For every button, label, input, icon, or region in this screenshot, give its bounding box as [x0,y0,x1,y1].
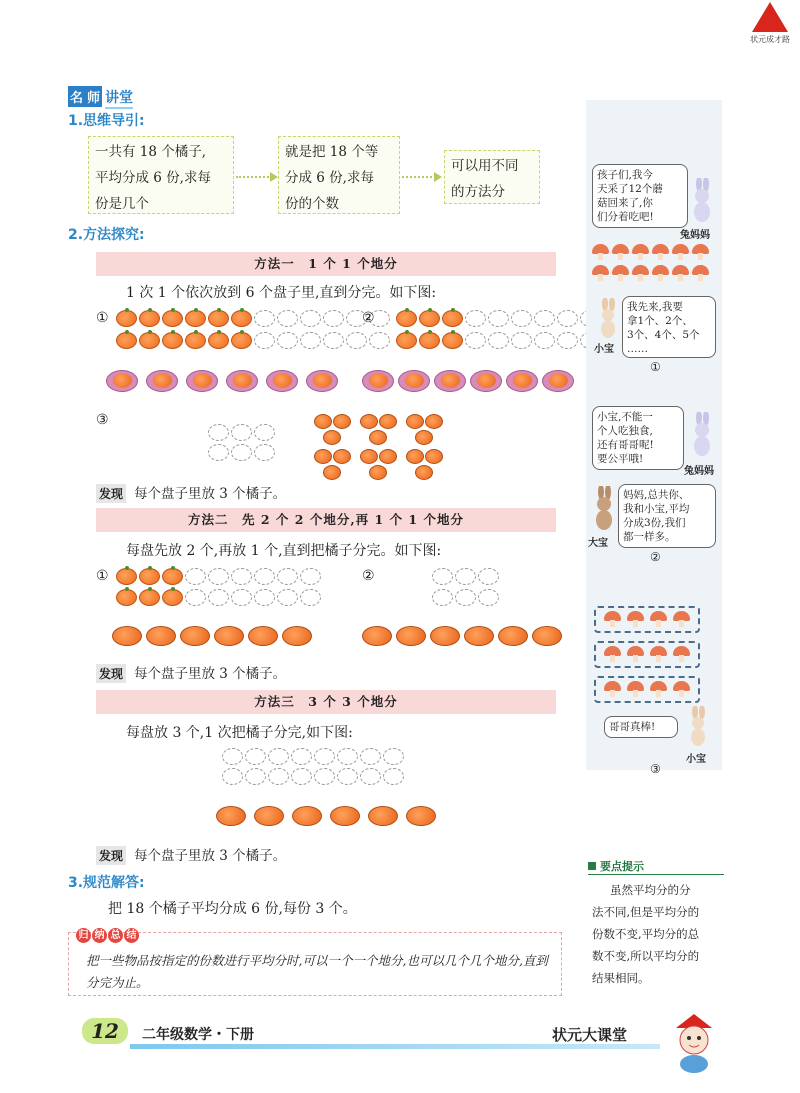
bubble-line: 还有哥哥呢! [597,439,654,451]
guide-box-2-line: 就是把 18 个等 [285,144,379,160]
header-part1: 名 [68,86,85,107]
section-method-title: 2.方法探究: [68,227,145,243]
caption-dabao: 大宝 [588,538,608,549]
bubble-line: 3个、4个、5个 [627,329,700,341]
method1-label-2: ② [362,310,375,326]
bubble-line: 孩子们,我今 [597,169,653,181]
rabbit-xiaobao-icon [596,298,620,342]
tips-line: 法不同,但是平均分的 [592,905,700,919]
side-num-1: ① [650,360,661,374]
guide-box-2 [278,136,400,214]
method1-title: 方法一 1 个 1 个地分 [96,252,556,276]
section-header [68,86,133,106]
publisher-logo [742,2,798,48]
guide-box-1-line: 一共有 18 个橘子, [95,144,207,160]
finding-tag: 发现 [96,846,126,865]
guide-box-3-line: 可以用不同 [451,158,519,174]
finding-text: 每个盘子里放 3 个橘子。 [134,486,287,502]
caption-xiaobao-1: 小宝 [594,344,614,355]
method2-label-2: ② [362,568,375,584]
guide-box-1 [88,136,234,214]
bubble-line: 分成3份,我们 [623,517,686,529]
tips-line: 份数不变,平均分的总 [592,927,700,941]
caption-mom-1: 兔妈妈 [680,230,710,241]
guide-box-1-line: 份是几个 [95,196,149,212]
method2-fig2-empty [432,568,499,606]
bubble-line: 们分着吃吧! [597,211,654,223]
method1-desc: 1 次 1 个依次放到 6 个盘子里,直到分完。如下图: [126,285,437,301]
method1-fig3-groups [314,414,446,480]
bubble-line: 要公平哦! [597,453,644,465]
finding-tag: 发现 [96,484,126,503]
rabbit-mom-icon [690,178,714,226]
bubble-xiaobao-1 [622,296,716,358]
bubble-line: 天采了12个蘑 [597,183,663,195]
method1-label-3: ③ [96,412,109,428]
tips-line: 虽然平均分的分 [610,883,691,897]
method2-label-1: ① [96,568,109,584]
side-num-3: ③ [650,762,661,776]
method1-label-1: ① [96,310,109,326]
method2-fig1-oranges [116,568,321,606]
guide-box-3-line: 的方法分 [451,184,505,200]
method1-fig2-oranges [396,310,601,349]
bubble-line: 都一样多。 [623,531,676,543]
key-tips [588,858,724,993]
summary-tag-char: 总 [108,928,123,943]
caption-mom-2: 兔妈妈 [684,466,714,477]
method2-title: 方法二 先 2 个 2 个地分,再 1 个 1 个地分 [96,508,556,532]
arrow-line [402,176,436,178]
finding-text: 每个盘子里放 3 个橘子。 [134,848,287,864]
method3-finding [96,844,286,865]
bubble-dabao [618,484,716,548]
rabbit-xiaobao-icon [686,706,710,750]
tips-square-icon [588,862,596,870]
arrow-head-icon [270,172,278,182]
guide-box-3 [444,150,540,204]
method1-fig2-plates [362,370,574,392]
arrow-line [236,176,272,178]
finding-text: 每个盘子里放 3 个橘子。 [134,666,287,682]
key-tips-body [588,875,724,993]
bubble-line: 我和小宝,平均 [623,503,690,515]
bubble-line: 小宝,不能一 [597,411,653,423]
summary-tag-char: 结 [124,928,139,943]
rabbit-dabao-icon [592,486,616,534]
guide-box-2-line: 份的个数 [285,196,339,212]
method3-desc: 每盘放 3 个,1 次把橘子分完,如下图: [126,725,353,741]
method1-fig1-plates [106,370,338,392]
bubble-mom-2 [592,406,684,470]
caption-xiaobao-2: 小宝 [686,754,706,765]
bubble-line: 拿1个、2个、 [627,315,693,327]
finding-tag: 发现 [96,664,126,683]
method2-finding [96,662,286,683]
bubble-line: 妈妈,总共你、 [623,489,690,501]
mascot-icon [666,1010,722,1074]
guide-box-1-line: 平均分成 6 份,求每 [95,170,211,186]
logo-text: 状元成才路 [750,35,790,44]
method3-title: 方法三 3 个 3 个地分 [96,690,556,714]
tips-line: 结果相同。 [592,971,650,985]
summary-tag [76,928,139,943]
book-title: 二年级数学・下册 [142,1027,254,1043]
brand-name: 状元大课堂 [552,1026,628,1044]
method1-fig1-oranges [116,310,390,349]
summary-text: 把一些物品按指定的份数进行平均分时,可以一个一个地分,也可以几个几个地分,直到分完为止。 [86,953,548,990]
mushroom-groups [594,606,700,703]
method2-fig1-plates [112,626,314,646]
bubble-mom-1 [592,164,688,228]
arrow-head-icon [434,172,442,182]
summary-tag-char: 纳 [92,928,107,943]
bubble-line: 我先来,我要 [627,301,683,313]
bubble-line: …… [627,343,648,355]
key-tips-header [588,858,724,875]
mushroom-grid [592,244,712,282]
side-num-2: ② [650,550,661,564]
answer-text: 把 18 个橘子平均分成 6 份,每份 3 个。 [108,901,357,917]
method2-desc: 每盘先放 2 个,再放 1 个,直到把橘子分完。如下图: [126,543,442,559]
section-guide-title: 1.思维导引: [68,113,145,129]
summary-tag-char: 归 [76,928,91,943]
tips-line: 数不变,所以平均分的 [592,949,700,963]
rabbit-mom-icon [690,412,714,460]
method1-finding [96,482,286,503]
bubble-line: 菇回来了,你 [597,197,653,209]
key-tips-title: 要点提示 [600,860,644,873]
method1-fig3-empty [208,424,275,461]
method3-empty [222,748,404,785]
bubble-line: 个人吃独食, [597,425,653,437]
method2-fig2-plates [362,626,564,646]
method3-plates [216,806,438,826]
bubble-xiaobao-2: 哥哥真棒! [604,716,678,738]
header-rest: 讲堂 [105,87,133,109]
page-number: 12 [82,1018,128,1044]
section-answer-title: 3.规范解答: [68,875,145,891]
header-part2: 师 [85,86,102,107]
guide-box-2-line: 分成 6 份,求每 [285,170,374,186]
logo-triangle-icon [752,2,788,32]
